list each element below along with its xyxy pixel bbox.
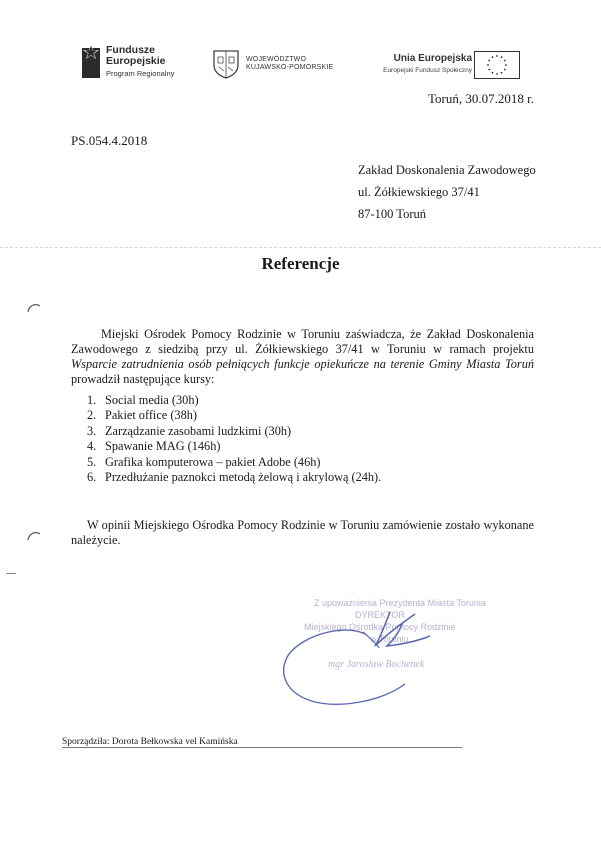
fe-title-line2: Europejskie — [106, 55, 166, 67]
course-text: Zarządzanie zasobami ludzkimi (30h) — [105, 424, 292, 438]
course-text: Spawanie MAG (146h) — [105, 439, 221, 453]
punch-hole-mark — [26, 530, 42, 542]
course-number: 3. — [87, 424, 97, 438]
stamp-line-5: mgr Jarosław Bochenek — [328, 659, 425, 670]
course-text: Przedłużanie paznokci metodą żelową i akrylową (24h). — [105, 470, 382, 484]
fold-mark — [6, 573, 16, 574]
kujawsko-pomorskie-logo — [212, 49, 362, 79]
course-number: 1. — [87, 393, 97, 407]
stamp-line-4: w Toruniu — [370, 634, 409, 644]
letter-date: Toruń, 30.07.2018 r. — [428, 91, 534, 106]
course-number: 6. — [87, 470, 97, 484]
course-text: Grafika komputerowa – pakiet Adobe (46h) — [105, 455, 321, 469]
bottom-rule — [62, 747, 462, 748]
stamp-line-1: Z upoważnienia Prezydenta Miasta Torunia — [314, 598, 486, 608]
course-item — [87, 424, 291, 439]
eu-flag-icon — [474, 51, 520, 79]
course-item — [87, 455, 320, 470]
fe-subtitle: Program Regionalny — [106, 69, 175, 78]
ue-subtitle: Europejski Fundusz Społeczny — [383, 67, 472, 74]
kp-line2: KUJAWSKO-POMORSKIE — [246, 64, 334, 71]
unia-europejska-logo — [362, 49, 522, 81]
project-name: Wsparcie zatrudnienia osób pełniących funkcje opiekuńcze na terenie Gminy Miasta Toruń — [71, 357, 534, 371]
handwritten-signature — [275, 594, 435, 714]
prepared-by: Sporządziła: Dorota Bełkowska vel Kamińska — [62, 737, 238, 747]
course-item — [87, 393, 199, 408]
course-text: Pakiet office (38h) — [105, 408, 197, 422]
para1-start: Miejski Ośrodek Pomocy Rodzinie w Toruniu zaświadcza, że Zakład Doskonalenia Zawodowego z siedzibą przy ul. Żółkiewskiego 37/41 w Toruniu w ramach projektu — [71, 327, 534, 356]
fold-line — [0, 247, 601, 248]
kp-line1: WOJEWÓDZTWO — [246, 56, 307, 63]
stamp-line-2: DYREKTOR — [355, 610, 405, 620]
body-paragraph-2 — [71, 518, 534, 548]
para2-text: W opinii Miejskiego Ośrodka Pomocy Rodzinie w Toruniu zamówienie zostało wykonane należycie. — [71, 518, 534, 547]
course-item — [87, 470, 381, 485]
ue-title: Unia Europejska — [393, 53, 472, 64]
fe-star-icon — [82, 44, 102, 78]
reference-number: PS.054.4.2018 — [71, 133, 148, 148]
para1-end: prowadził następujące kursy: — [71, 372, 215, 386]
recipient-name: Zakład Doskonalenia Zawodowego — [358, 163, 536, 177]
recipient-street: ul. Żółkiewskiego 37/41 — [358, 185, 480, 199]
document-title: Referencje — [261, 254, 340, 273]
stamp-line-3: Miejskiego Ośrodka Pomocy Rodzinie — [304, 622, 456, 632]
course-number: 2. — [87, 408, 97, 422]
course-item — [87, 408, 197, 423]
course-number: 5. — [87, 455, 97, 469]
punch-hole-mark — [26, 302, 42, 314]
course-item — [87, 439, 220, 454]
course-text: Social media (30h) — [105, 393, 199, 407]
recipient-city: 87-100 Toruń — [358, 207, 426, 221]
course-number: 4. — [87, 439, 97, 453]
body-paragraph-1 — [71, 327, 534, 387]
coat-of-arms-icon — [212, 49, 240, 79]
fe-title-line1: Fundusze — [106, 44, 155, 56]
fundusze-europejskie-logo — [82, 44, 192, 82]
